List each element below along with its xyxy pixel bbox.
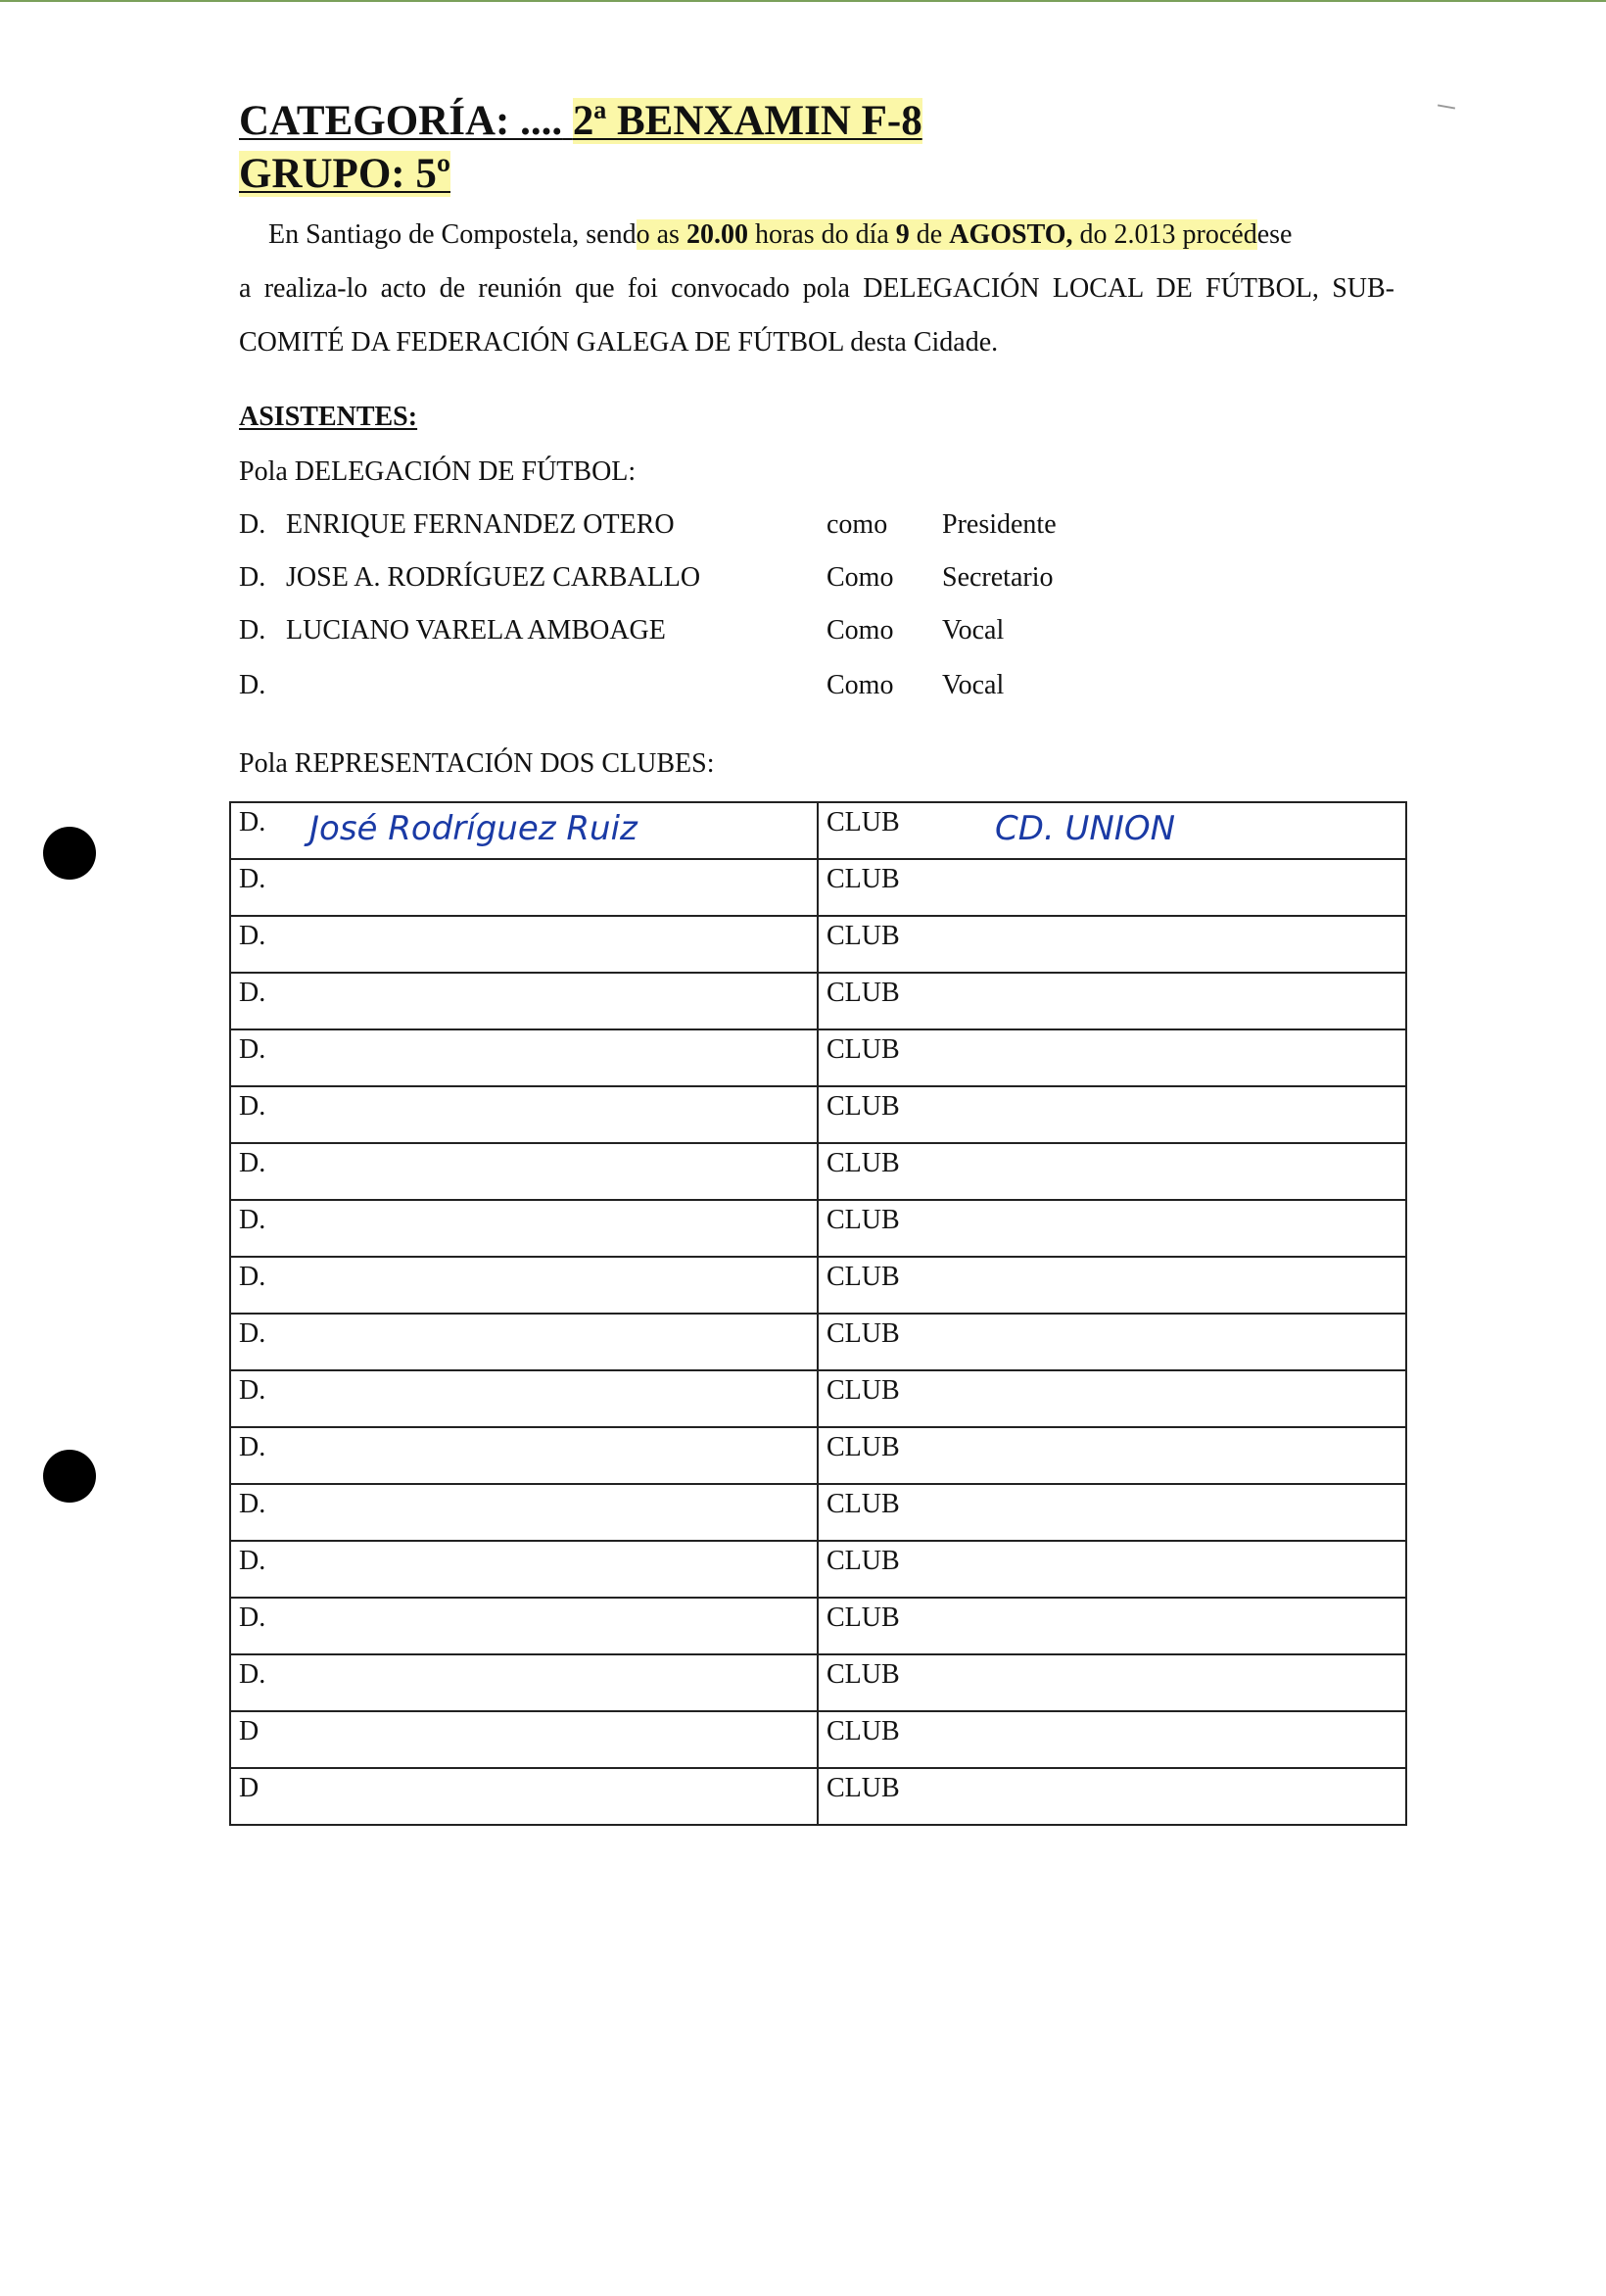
intro-text: En Santiago de Compostela, send: [268, 219, 637, 250]
rep-name-cell[interactable]: [230, 859, 818, 916]
club-label: CLUB: [827, 1148, 900, 1178]
rep-club-cell[interactable]: [818, 1314, 1406, 1370]
rep-club-cell[interactable]: [818, 1143, 1406, 1200]
rep-row: [230, 1370, 1406, 1427]
rep-club-cell[interactable]: [818, 1484, 1406, 1541]
rep-row: [230, 973, 1406, 1029]
delegacion-label: Pola DELEGACIÓN DE FÚTBOL:: [239, 456, 637, 487]
rep-name-cell[interactable]: [230, 1314, 818, 1370]
group-heading: [239, 151, 450, 198]
club-label: CLUB: [827, 978, 900, 1008]
rep-name-cell[interactable]: [230, 973, 818, 1029]
meeting-time: 20.00: [685, 219, 748, 250]
rep-club-cell[interactable]: [818, 1200, 1406, 1257]
punch-hole-bottom: [43, 1450, 96, 1503]
rep-club-cell[interactable]: [818, 1541, 1406, 1598]
category-label: CATEGORÍA: ....: [239, 98, 563, 144]
rep-row: [230, 1257, 1406, 1314]
official-como: Como: [827, 615, 894, 646]
official-role: Secretario: [942, 562, 1054, 593]
rep-row: [230, 1029, 1406, 1086]
rep-club-cell[interactable]: [818, 1711, 1406, 1768]
group-label: GRUPO: 5º: [239, 151, 451, 197]
club-label: CLUB: [827, 1546, 900, 1576]
category-value: 2ª BENXAMIN F-8: [572, 98, 922, 144]
official-name: LUCIANO VARELA AMBOAGE: [286, 615, 666, 646]
rep-prefix: D.: [239, 1318, 266, 1349]
official-name: JOSE A. RODRÍGUEZ CARBALLO: [286, 562, 701, 593]
rep-name-cell[interactable]: [230, 802, 818, 859]
official-role: Presidente: [942, 509, 1057, 540]
rep-prefix: D.: [239, 921, 266, 951]
rep-prefix: D.: [239, 1091, 266, 1122]
rep-prefix: D.: [239, 1546, 266, 1576]
rep-name-cell[interactable]: [230, 1370, 818, 1427]
rep-row: [230, 1598, 1406, 1654]
official-prefix: D.: [239, 615, 266, 646]
rep-prefix: D.: [239, 1432, 266, 1462]
rep-club-cell[interactable]: [818, 1598, 1406, 1654]
rep-club-cell[interactable]: [818, 1086, 1406, 1143]
rep-club-cell[interactable]: [818, 859, 1406, 916]
rep-prefix: D.: [239, 1489, 266, 1519]
rep-club-cell[interactable]: [818, 1257, 1406, 1314]
intro-text: do 2.013 procéd: [1072, 219, 1257, 250]
club-label: CLUB: [827, 1318, 900, 1349]
club-representatives-table: [229, 801, 1407, 1826]
rep-prefix: D.: [239, 864, 266, 894]
rep-prefix: D.: [239, 1375, 266, 1406]
asistentes-title: ASISTENTES:: [239, 402, 418, 432]
club-label: CLUB: [827, 807, 900, 837]
rep-name-cell[interactable]: [230, 1541, 818, 1598]
top-edge-line: [0, 0, 1606, 2]
rep-row: [230, 1654, 1406, 1711]
club-label: CLUB: [827, 921, 900, 951]
club-label: CLUB: [827, 1091, 900, 1122]
punch-hole-top: [43, 827, 96, 880]
rep-row: [230, 1541, 1406, 1598]
rep-name-cell[interactable]: [230, 1484, 818, 1541]
official-prefix: D.: [239, 670, 266, 700]
handwritten-name: José Rodríguez Ruiz: [309, 809, 638, 848]
rep-row: [230, 1143, 1406, 1200]
rep-club-cell[interactable]: [818, 1370, 1406, 1427]
meeting-day: 9: [895, 219, 910, 250]
official-role: Vocal: [942, 670, 1005, 700]
club-label: CLUB: [827, 1432, 900, 1462]
rep-club-cell[interactable]: [818, 916, 1406, 973]
official-name: ENRIQUE FERNANDEZ OTERO: [286, 509, 675, 540]
rep-prefix: D.: [239, 978, 266, 1008]
rep-name-cell[interactable]: [230, 1086, 818, 1143]
club-label: CLUB: [827, 1034, 900, 1065]
rep-prefix: D.: [239, 1034, 266, 1065]
rep-row: [230, 1086, 1406, 1143]
club-label: CLUB: [827, 1602, 900, 1633]
rep-club-cell[interactable]: [818, 1768, 1406, 1825]
meeting-month: AGOSTO,: [949, 219, 1073, 250]
rep-name-cell[interactable]: [230, 1427, 818, 1484]
margin-mark: [1438, 104, 1455, 109]
official-prefix: D.: [239, 509, 266, 540]
official-como: Como: [827, 670, 894, 700]
rep-name-cell[interactable]: [230, 916, 818, 973]
rep-row: [230, 1314, 1406, 1370]
rep-prefix: D.: [239, 1602, 266, 1633]
official-como: como: [827, 509, 888, 540]
club-label: CLUB: [827, 864, 900, 894]
rep-prefix: D.: [239, 1148, 266, 1178]
rep-prefix: D.: [239, 1262, 266, 1292]
rep-club-cell[interactable]: [818, 1427, 1406, 1484]
rep-row: [230, 1484, 1406, 1541]
club-label: CLUB: [827, 1375, 900, 1406]
category-heading: [239, 98, 922, 145]
rep-name-cell[interactable]: [230, 1654, 818, 1711]
rep-prefix: D: [239, 1716, 260, 1746]
rep-name-cell[interactable]: [230, 1143, 818, 1200]
rep-row: [230, 1200, 1406, 1257]
club-label: CLUB: [827, 1659, 900, 1690]
rep-name-cell[interactable]: [230, 1029, 818, 1086]
rep-row: [230, 859, 1406, 916]
intro-paragraph: [239, 208, 1394, 369]
club-label: CLUB: [827, 1773, 900, 1803]
rep-club-cell[interactable]: [818, 1029, 1406, 1086]
rep-row: [230, 1427, 1406, 1484]
club-label: CLUB: [827, 1489, 900, 1519]
official-como: Como: [827, 562, 894, 593]
intro-text: o as: [636, 219, 686, 250]
rep-row: [230, 1711, 1406, 1768]
club-label: CLUB: [827, 1205, 900, 1235]
rep-name-cell[interactable]: [230, 1711, 818, 1768]
club-label: CLUB: [827, 1262, 900, 1292]
intro-text: horas do día: [747, 219, 896, 250]
intro-text: ese: [1256, 219, 1293, 250]
club-label: CLUB: [827, 1716, 900, 1746]
rep-prefix: D.: [239, 1659, 266, 1690]
rep-row: [230, 916, 1406, 973]
rep-row: [230, 1768, 1406, 1825]
clubes-label: Pola REPRESENTACIÓN DOS CLUBES:: [239, 748, 715, 779]
rep-club-cell[interactable]: [818, 973, 1406, 1029]
official-role: Vocal: [942, 615, 1005, 646]
rep-name-cell[interactable]: [230, 1257, 818, 1314]
rep-name-cell[interactable]: [230, 1200, 818, 1257]
rep-club-cell[interactable]: [818, 802, 1406, 859]
intro-highlight: [637, 219, 1257, 250]
rep-name-cell[interactable]: [230, 1598, 818, 1654]
intro-text: de: [909, 219, 950, 250]
rep-prefix: D: [239, 1773, 260, 1803]
official-prefix: D.: [239, 562, 266, 593]
intro-rest: a realiza-lo acto de reunión que foi convocado pola DELEGACIÓN LOCAL DE FÚTBOL, SUB-COMITÉ DA FEDERACIÓN GALEGA DE FÚTBOL desta Cidade.: [239, 273, 1394, 358]
rep-name-cell[interactable]: [230, 1768, 818, 1825]
rep-prefix: D.: [239, 1205, 266, 1235]
rep-prefix: D.: [239, 807, 266, 837]
rep-row: [230, 802, 1406, 859]
handwritten-club: CD. UNION: [995, 809, 1176, 848]
rep-club-cell[interactable]: [818, 1654, 1406, 1711]
